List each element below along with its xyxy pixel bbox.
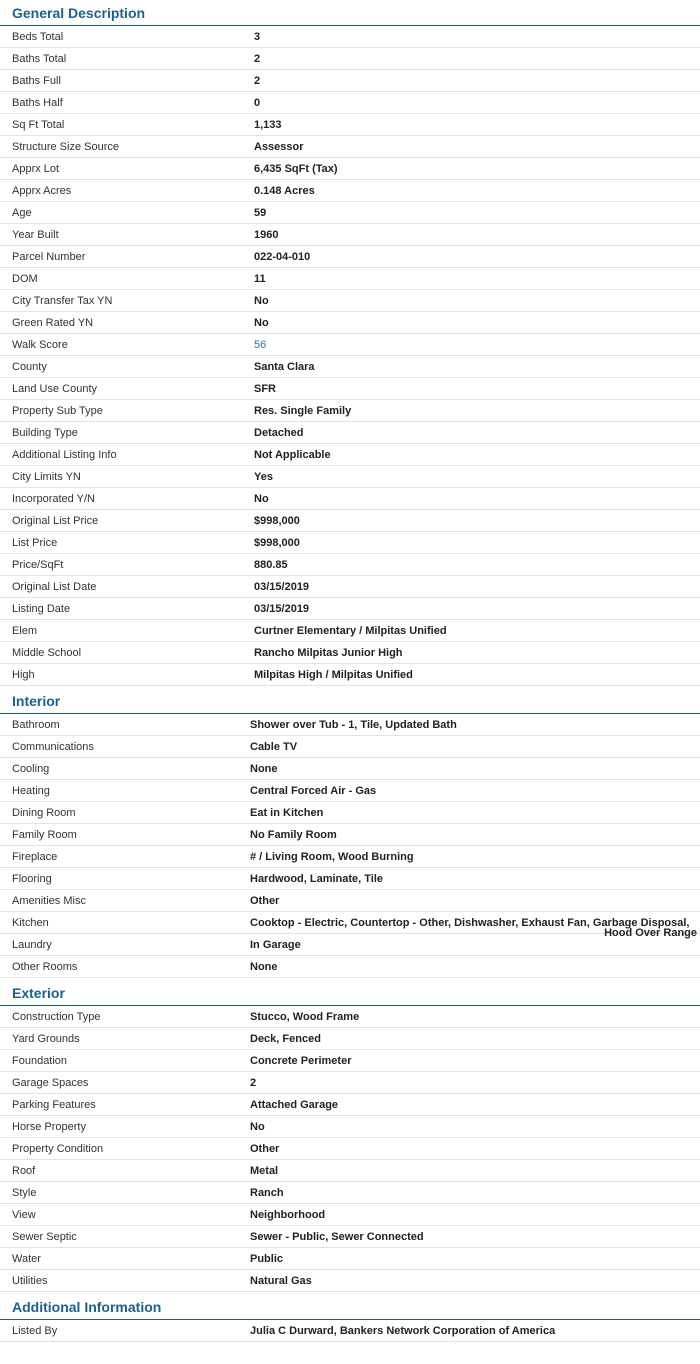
row-land-use-county bbox=[0, 378, 700, 400]
row-amenities-misc bbox=[0, 890, 700, 912]
row-property-condition bbox=[0, 1138, 700, 1160]
row-flooring bbox=[0, 868, 700, 890]
label-family-room: Family Room bbox=[12, 829, 77, 841]
row-city-transfer-tax-yn bbox=[0, 290, 700, 312]
row-beds-total bbox=[0, 26, 700, 48]
label-property-sub-type: Property Sub Type bbox=[12, 405, 103, 417]
row-incorporated-y-n bbox=[0, 488, 700, 510]
row-dining-room bbox=[0, 802, 700, 824]
general-description-title: General Description bbox=[0, 0, 700, 26]
value-parking-features: Attached Garage bbox=[250, 1099, 339, 1111]
label-other-rooms: Other Rooms bbox=[12, 961, 78, 973]
value-list-price: $998,000 bbox=[254, 537, 300, 549]
label-original-list-date: Original List Date bbox=[12, 581, 97, 593]
value-amenities-misc: Other bbox=[250, 895, 280, 907]
value-property-condition: Other bbox=[250, 1143, 280, 1155]
value-original-list-price: $998,000 bbox=[254, 515, 300, 527]
label-garage-spaces: Garage Spaces bbox=[12, 1077, 89, 1089]
label-laundry: Laundry bbox=[12, 939, 52, 951]
row-dom bbox=[0, 268, 700, 290]
row-baths-half bbox=[0, 92, 700, 114]
label-bathroom: Bathroom bbox=[12, 719, 60, 731]
label-fireplace: Fireplace bbox=[12, 851, 58, 863]
value-sq-ft-total: 1,133 bbox=[254, 119, 282, 131]
label-high: High bbox=[12, 669, 35, 681]
value-property-sub-type: Res. Single Family bbox=[254, 405, 352, 417]
row-building-type bbox=[0, 422, 700, 444]
value-flooring: Hardwood, Laminate, Tile bbox=[250, 873, 384, 885]
value-baths-half: 0 bbox=[254, 97, 261, 109]
row-walk-score bbox=[0, 334, 700, 356]
value-fireplace: # / Living Room, Wood Burning bbox=[250, 851, 414, 863]
value-middle-school: Rancho Milpitas Junior High bbox=[254, 647, 403, 659]
label-sq-ft-total: Sq Ft Total bbox=[12, 119, 65, 131]
value-kitchen: Cooktop - Electric, Countertop - Other, Dishwasher, Exhaust Fan, Garbage Disposal, bbox=[250, 917, 690, 929]
value-heating: Central Forced Air - Gas bbox=[250, 785, 377, 797]
row-age bbox=[0, 202, 700, 224]
label-baths-total: Baths Total bbox=[12, 53, 67, 65]
value-price-sqft: 880.85 bbox=[254, 559, 288, 571]
label-county: County bbox=[12, 361, 47, 373]
row-kitchen bbox=[0, 912, 700, 939]
value-city-limits-yn: Yes bbox=[254, 471, 273, 483]
label-dom: DOM bbox=[12, 273, 38, 285]
value-communications: Cable TV bbox=[250, 741, 298, 753]
label-dining-room: Dining Room bbox=[12, 807, 76, 819]
label-original-list-price: Original List Price bbox=[12, 515, 99, 527]
row-yard-grounds bbox=[0, 1028, 700, 1050]
row-original-list-date bbox=[0, 576, 700, 598]
row-sewer-septic bbox=[0, 1226, 700, 1248]
value-parcel-number: 022-04-010 bbox=[254, 251, 311, 263]
value-yard-grounds: Deck, Fenced bbox=[250, 1033, 321, 1045]
label-additional-listing-info: Additional Listing Info bbox=[12, 449, 117, 461]
value-view: Neighborhood bbox=[250, 1209, 326, 1221]
row-original-list-price bbox=[0, 510, 700, 532]
value-foundation: Concrete Perimeter bbox=[250, 1055, 352, 1067]
label-utilities: Utilities bbox=[12, 1275, 48, 1287]
exterior-section bbox=[0, 980, 700, 1292]
row-parking-features bbox=[0, 1094, 700, 1116]
value-cooling: None bbox=[250, 763, 278, 775]
row-list-price bbox=[0, 532, 700, 554]
value-family-room: No Family Room bbox=[250, 829, 337, 841]
value-apprx-lot: 6,435 SqFt (Tax) bbox=[254, 163, 338, 175]
exterior-title: Exterior bbox=[0, 980, 700, 1006]
row-bathroom bbox=[0, 714, 700, 736]
row-high bbox=[0, 664, 700, 686]
value-county: Santa Clara bbox=[254, 361, 315, 373]
row-sq-ft-total bbox=[0, 114, 700, 136]
label-land-use-county: Land Use County bbox=[12, 383, 97, 395]
label-apprx-acres: Apprx Acres bbox=[12, 185, 72, 197]
value-horse-property: No bbox=[250, 1121, 265, 1133]
row-listed-by bbox=[0, 1320, 700, 1342]
value-utilities: Natural Gas bbox=[250, 1275, 312, 1287]
value-other-rooms: None bbox=[250, 961, 278, 973]
value-roof: Metal bbox=[250, 1165, 279, 1177]
label-roof: Roof bbox=[12, 1165, 36, 1177]
label-city-transfer-tax-yn: City Transfer Tax YN bbox=[12, 295, 113, 307]
label-view: View bbox=[12, 1209, 36, 1221]
interior-section bbox=[0, 688, 700, 978]
row-garage-spaces bbox=[0, 1072, 700, 1094]
value-listing-date: 03/15/2019 bbox=[254, 603, 310, 615]
value-garage-spaces: 2 bbox=[250, 1077, 257, 1089]
row-apprx-lot bbox=[0, 158, 700, 180]
row-parcel-number bbox=[0, 246, 700, 268]
row-view bbox=[0, 1204, 700, 1226]
row-baths-full bbox=[0, 70, 700, 92]
value-bathroom: Shower over Tub - 1, Tile, Updated Bath bbox=[250, 719, 457, 731]
value-style: Ranch bbox=[250, 1187, 284, 1199]
additional-information-section bbox=[0, 1294, 700, 1342]
row-year-built bbox=[0, 224, 700, 246]
label-baths-half: Baths Half bbox=[12, 97, 63, 109]
label-apprx-lot: Apprx Lot bbox=[12, 163, 60, 175]
additional-information-title: Additional Information bbox=[0, 1294, 700, 1320]
label-building-type: Building Type bbox=[12, 427, 78, 439]
value-land-use-county: SFR bbox=[254, 383, 276, 395]
value-green-rated-yn: No bbox=[254, 317, 269, 329]
row-water bbox=[0, 1248, 700, 1270]
row-construction-type bbox=[0, 1006, 700, 1028]
row-foundation bbox=[0, 1050, 700, 1072]
label-flooring: Flooring bbox=[12, 873, 52, 885]
label-communications: Communications bbox=[12, 741, 94, 753]
value-apprx-acres: 0.148 Acres bbox=[254, 185, 315, 197]
value-construction-type: Stucco, Wood Frame bbox=[250, 1011, 360, 1023]
value-water: Public bbox=[250, 1253, 284, 1265]
label-parcel-number: Parcel Number bbox=[12, 251, 86, 263]
label-amenities-misc: Amenities Misc bbox=[12, 895, 86, 907]
value-baths-full: 2 bbox=[254, 75, 261, 87]
interior-title: Interior bbox=[0, 688, 700, 714]
label-heating: Heating bbox=[12, 785, 50, 797]
row-family-room bbox=[0, 824, 700, 846]
row-middle-school bbox=[0, 642, 700, 664]
row-laundry bbox=[0, 934, 700, 956]
value-dom: 11 bbox=[254, 273, 266, 285]
value-year-built: 1960 bbox=[254, 229, 279, 241]
label-foundation: Foundation bbox=[12, 1055, 68, 1067]
row-cooling bbox=[0, 758, 700, 780]
label-incorporated-y-n: Incorporated Y/N bbox=[12, 493, 95, 505]
row-county bbox=[0, 356, 700, 378]
label-kitchen: Kitchen bbox=[12, 917, 49, 929]
label-style: Style bbox=[12, 1187, 37, 1199]
value-baths-total: 2 bbox=[254, 53, 261, 65]
value-high: Milpitas High / Milpitas Unified bbox=[254, 669, 413, 681]
value-original-list-date: 03/15/2019 bbox=[254, 581, 310, 593]
label-water: Water bbox=[12, 1253, 41, 1265]
label-elem: Elem bbox=[12, 625, 38, 637]
row-property-sub-type bbox=[0, 400, 700, 422]
value-walk-score[interactable]: 56 bbox=[254, 339, 267, 351]
row-style bbox=[0, 1182, 700, 1204]
value-sewer-septic: Sewer - Public, Sewer Connected bbox=[250, 1231, 424, 1243]
label-baths-full: Baths Full bbox=[12, 75, 61, 87]
value-incorporated-y-n: No bbox=[254, 493, 269, 505]
value-kitchen-continued: Hood Over Range bbox=[604, 927, 697, 939]
row-fireplace bbox=[0, 846, 700, 868]
row-communications bbox=[0, 736, 700, 758]
row-elem bbox=[0, 620, 700, 642]
row-roof bbox=[0, 1160, 700, 1182]
value-age: 59 bbox=[254, 207, 267, 219]
row-listing-date bbox=[0, 598, 700, 620]
label-listed-by: Listed By bbox=[12, 1325, 58, 1337]
value-additional-listing-info: Not Applicable bbox=[254, 449, 331, 461]
row-structure-size-source bbox=[0, 136, 700, 158]
value-beds-total: 3 bbox=[254, 31, 261, 43]
label-sewer-septic: Sewer Septic bbox=[12, 1231, 77, 1243]
label-green-rated-yn: Green Rated YN bbox=[12, 317, 94, 329]
label-cooling: Cooling bbox=[12, 763, 50, 775]
label-listing-date: Listing Date bbox=[12, 603, 71, 615]
row-price-sqft bbox=[0, 554, 700, 576]
label-list-price: List Price bbox=[12, 537, 58, 549]
value-structure-size-source: Assessor bbox=[254, 141, 304, 153]
row-baths-total bbox=[0, 48, 700, 70]
row-other-rooms bbox=[0, 956, 700, 978]
label-city-limits-yn: City Limits YN bbox=[12, 471, 81, 483]
label-horse-property: Horse Property bbox=[12, 1121, 86, 1133]
row-city-limits-yn bbox=[0, 466, 700, 488]
label-yard-grounds: Yard Grounds bbox=[12, 1033, 80, 1045]
row-horse-property bbox=[0, 1116, 700, 1138]
label-property-condition: Property Condition bbox=[12, 1143, 104, 1155]
row-green-rated-yn bbox=[0, 312, 700, 334]
row-apprx-acres bbox=[0, 180, 700, 202]
value-laundry: In Garage bbox=[250, 939, 301, 951]
label-parking-features: Parking Features bbox=[12, 1099, 96, 1111]
row-additional-listing-info bbox=[0, 444, 700, 466]
label-age: Age bbox=[12, 207, 32, 219]
value-dining-room: Eat in Kitchen bbox=[250, 807, 324, 819]
label-walk-score: Walk Score bbox=[12, 339, 68, 351]
label-structure-size-source: Structure Size Source bbox=[12, 141, 119, 153]
row-utilities bbox=[0, 1270, 700, 1292]
label-price-sqft: Price/SqFt bbox=[12, 559, 64, 571]
value-listed-by: Julia C Durward, Bankers Network Corporation of America bbox=[250, 1325, 556, 1337]
label-construction-type: Construction Type bbox=[12, 1011, 101, 1023]
label-middle-school: Middle School bbox=[12, 647, 82, 659]
label-year-built: Year Built bbox=[12, 229, 59, 241]
value-elem: Curtner Elementary / Milpitas Unified bbox=[254, 625, 447, 637]
value-city-transfer-tax-yn: No bbox=[254, 295, 269, 307]
label-beds-total: Beds Total bbox=[12, 31, 64, 43]
value-building-type: Detached bbox=[254, 427, 304, 439]
row-heating bbox=[0, 780, 700, 802]
